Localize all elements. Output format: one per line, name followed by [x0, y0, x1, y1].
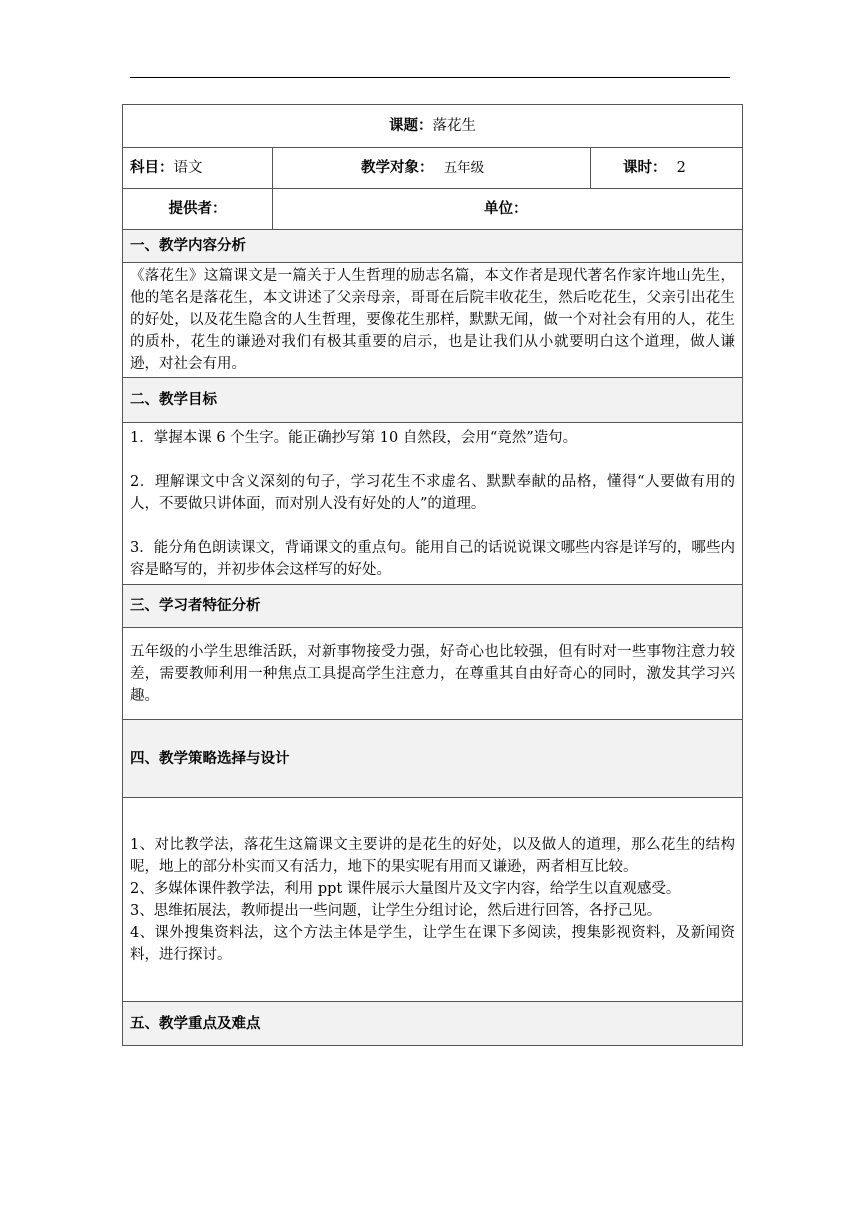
goal-item-1: 1．掌握本课 6 个生字。能正确抄写第 10 自然段，会用“竟然”造句。 [130, 429, 578, 446]
title-cell [123, 105, 743, 148]
section-3-body: 五年级的小学生思维活跃，对新事物接受力强，好奇心也比较强，但有时对一些事物注意力较差，需要教师利用一种焦点工具提高学生注意力，在尊重其自由好奇心的同时，激发其学习兴趣。 [123, 628, 743, 720]
provider-row [123, 189, 743, 230]
audience-cell [273, 148, 591, 189]
subject-value: 语文 [173, 160, 203, 176]
lesson-plan-table [122, 104, 743, 1046]
section-1-heading-row [123, 230, 743, 263]
unit-label: 单位： [484, 201, 528, 217]
hours-label: 课时： [623, 160, 667, 176]
provider-label: 提供者： [168, 201, 227, 217]
section-1-body: 《落花生》这篇课文是一篇关于人生哲理的励志名篇，本文作者是现代著名作家许地山先生，他的笔名是落花生，本文讲述了父亲母亲，哥哥在后院丰收花生，然后吃花生，父亲引出花生的好处，以及花生隐含的人生哲理，要像花生那样，默默无闻，做一个对社会有用的人，花生的质朴，花生的谦逊对我们有极其重要的启示，也是让我们从小就要明白这个道理，做人谦逊，对社会有用。 [123, 263, 743, 378]
strategy-item-2: 2、多媒体课件教学法，利用 ppt 课件展示大量图片及文字内容，给学生以直观感受。 [130, 880, 681, 897]
strategy-item-3: 3、思维拓展法，教师提出一些问题，让学生分组讨论，然后进行回答，各抒己见。 [130, 902, 662, 919]
subject-cell [123, 148, 273, 189]
section-3-body-row [123, 628, 743, 720]
section-5-heading-row [123, 1002, 743, 1046]
section-4-body [123, 798, 743, 1002]
section-4-body-row [123, 798, 743, 1002]
section-1-body-row [123, 263, 743, 378]
section-1-heading: 一、教学内容分析 [123, 230, 743, 263]
title-value: 落花生 [432, 118, 476, 134]
audience-value: 五年级 [443, 160, 485, 176]
subject-label: 科目： [130, 160, 174, 176]
title-label: 课题： [389, 118, 433, 134]
title-row [123, 105, 743, 148]
header-rule [130, 77, 730, 78]
strategy-item-1: 1、对比教学法，落花生这篇课文主要讲的是花生的好处，以及做人的道理，那么花生的结构呢，地上的部分朴实而又有活力，地下的果实呢有用而又谦逊，两者相互比较。 [130, 836, 735, 875]
goal-item-2: 2．理解课文中含义深刻的句子，学习花生不求虚名、默默奉献的品格，懂得“人要做有用的人，不要做只讲体面，而对别人没有好处的人”的道理。 [130, 473, 735, 512]
strategy-item-4: 4、课外搜集资料法，这个方法主体是学生，让学生在课下多阅读，搜集影视资料，及新闻资料，进行探讨。 [130, 924, 735, 963]
section-4-heading-row [123, 720, 743, 798]
hours-value: 2 [676, 160, 686, 176]
hours-cell [591, 148, 743, 189]
audience-label: 教学对象： [361, 160, 434, 176]
section-4-heading: 四、教学策略选择与设计 [123, 720, 743, 798]
provider-cell [123, 189, 273, 230]
info-row [123, 148, 743, 189]
section-2-body [123, 423, 743, 585]
section-2-body-row [123, 423, 743, 585]
goal-item-3: 3．能分角色朗读课文，背诵课文的重点句。能用自己的话说说课文哪些内容是详写的，哪些内容是略写的，并初步体会这样写的好处。 [130, 539, 735, 578]
unit-cell [273, 189, 743, 230]
section-2-heading-row [123, 378, 743, 423]
section-3-heading: 三、学习者特征分析 [123, 585, 743, 628]
section-2-heading: 二、教学目标 [123, 378, 743, 423]
section-5-heading: 五、教学重点及难点 [123, 1002, 743, 1046]
section-3-heading-row [123, 585, 743, 628]
